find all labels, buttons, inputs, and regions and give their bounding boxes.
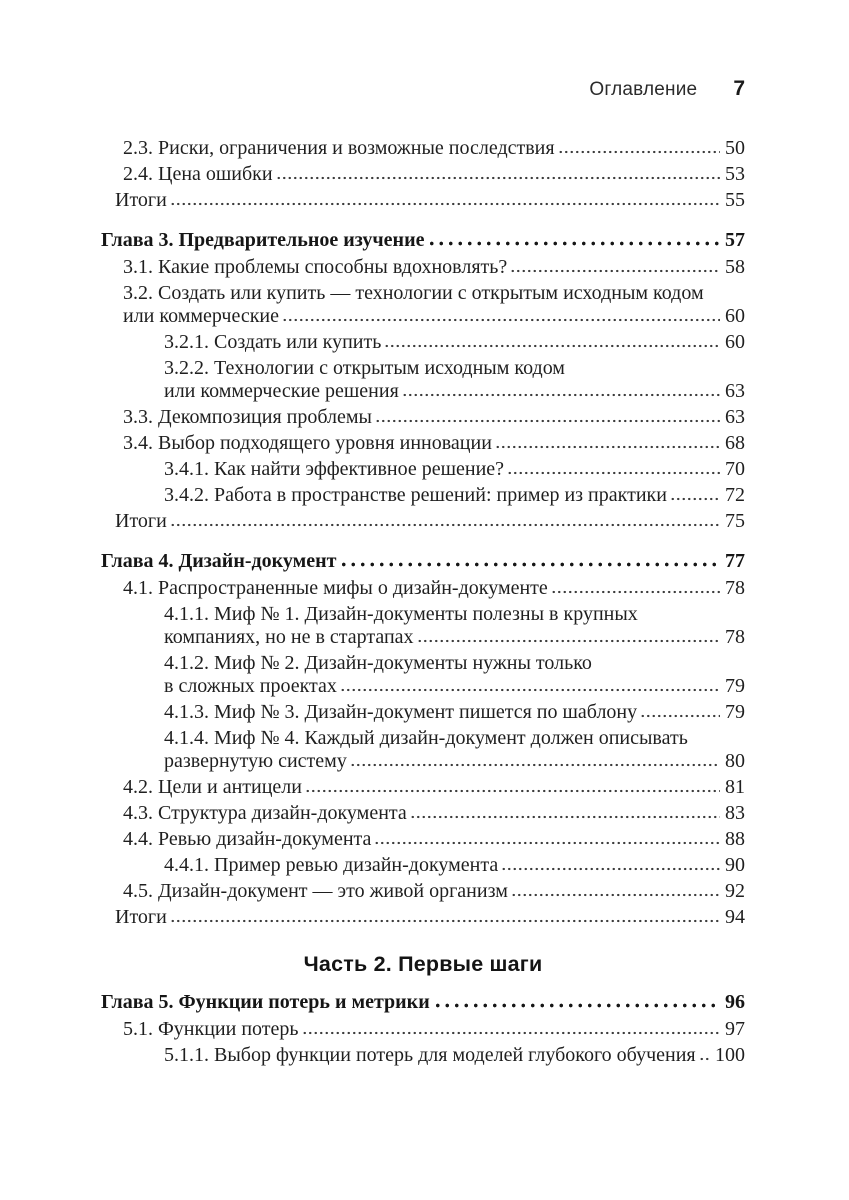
entry-text: 3.3. Декомпозиция проблемы [123,406,372,428]
entry-page-number: 79 [725,701,745,723]
entry-page-number: 90 [725,854,745,876]
dot-leader-icon [551,590,720,594]
toc-entry-line [164,701,745,724]
entry-text: 3.2.1. Создать или купить [164,331,382,353]
toc-entry [101,189,745,212]
toc-entry [101,880,745,903]
running-head [0,0,849,101]
toc-entry-line [123,163,745,186]
entry-text: 3.1. Какие проблемы способны вдохновлять? [123,256,508,278]
dot-leader-icon [374,841,720,845]
toc-entry [101,229,745,252]
entry-text: или коммерческие [123,305,280,327]
dot-leader-icon [699,1057,710,1061]
toc-entry [101,406,745,429]
toc-list [101,137,745,1067]
entry-text: Глава 3. Предварительное изучение [101,229,425,251]
dot-leader-icon [511,893,720,897]
entry-text: 4.3. Структура дизайн-документа [123,802,407,824]
dot-leader-icon [339,562,720,567]
dot-leader-icon [410,815,720,819]
entry-page-number: 83 [725,802,745,824]
entry-text: 4.5. Дизайн-документ — это живой организм [123,880,508,902]
running-head-title: Оглавление [589,79,698,100]
toc-entry [101,282,745,328]
entry-text: 4.2. Цели и антицели [123,776,302,798]
entry-page-number: 80 [725,750,745,772]
toc-entry-line [164,357,745,380]
entry-page-number: 94 [725,906,745,928]
toc-entry [101,256,745,279]
entry-page-number: 78 [725,626,745,648]
dot-leader-icon [375,419,720,423]
entry-text: 4.4.1. Пример ревью дизайн-документа [164,854,499,876]
entry-text: 4.1.4. Миф № 4. Каждый дизайн-документ должен описывать [164,727,688,749]
dot-leader-icon [417,639,720,643]
dot-leader-icon [170,523,720,527]
entry-text: 4.1.3. Миф № 3. Дизайн-документ пишется по шаблону [164,701,638,723]
part-heading: Часть 2. Первые шаги [303,952,543,976]
entry-page-number: 96 [725,991,745,1013]
entry-page-number: 63 [725,406,745,428]
entry-text: 3.2. Создать или купить — технологии с открытым исходным кодом [123,282,704,304]
toc-entry [101,906,745,929]
entry-text: компаниях, но не в стартапах [164,626,414,648]
toc-entry [101,432,745,455]
toc-entry [101,510,745,533]
toc-entry-line [123,776,745,799]
toc-entry [101,550,745,573]
entry-page-number: 55 [725,189,745,211]
toc-entry [101,854,745,877]
entry-text: Итоги [115,510,167,532]
entry-text: развернутую систему [164,750,347,772]
dot-leader-icon [640,714,720,718]
entry-text: 3.4. Выбор подходящего уровня инновации [123,432,492,454]
toc-entry [101,1044,745,1067]
entry-text: Итоги [115,906,167,928]
dot-leader-icon [305,789,720,793]
toc-entry-line [115,510,745,533]
toc-entry [101,603,745,649]
entry-text: 4.1. Распространенные мифы о дизайн-документе [123,577,548,599]
toc-entry [101,577,745,600]
entry-page-number: 70 [725,458,745,480]
toc-entry [101,828,745,851]
toc-entry [101,163,745,186]
dot-leader-icon [402,393,720,397]
entry-text: в сложных проектах [164,675,337,697]
entry-page-number: 60 [725,305,745,327]
entry-page-number: 100 [715,1044,745,1066]
entry-page-number: 60 [725,331,745,353]
toc-entry-line [164,1044,745,1067]
toc-entry-line [164,750,745,773]
entry-page-number: 58 [725,256,745,278]
toc-entry-line [164,458,745,481]
running-head-page-number: 7 [733,77,745,100]
toc-entry-line [164,652,745,675]
entry-page-number: 77 [725,550,745,572]
dot-leader-icon [276,176,720,180]
entry-text: 2.3. Риски, ограничения и возможные последствия [123,137,555,159]
toc-entry-line [115,906,745,929]
dot-leader-icon [282,318,720,322]
toc-entry-line [115,189,745,212]
entry-page-number: 75 [725,510,745,532]
toc-entry-line [123,1018,745,1041]
entry-text: 5.1. Функции потерь [123,1018,299,1040]
entry-text: 3.2.2. Технологии с открытым исходным кодом [164,357,565,379]
entry-page-number: 79 [725,675,745,697]
toc-entry-line [123,880,745,903]
dot-leader-icon [170,202,720,206]
toc-entry-line [164,331,745,354]
dot-leader-icon [507,471,720,475]
entry-text: Глава 4. Дизайн-документ [101,550,337,572]
entry-text: 5.1.1. Выбор функции потерь для моделей глубокого обучения [164,1044,696,1066]
entry-text: 3.4.2. Работа в пространстве решений: пример из практики [164,484,667,506]
toc-entry-line [123,282,745,305]
entry-page-number: 92 [725,880,745,902]
toc-entry [101,802,745,825]
toc-entry-line [164,727,745,750]
toc-entry-line [101,229,745,252]
dot-leader-icon [510,269,720,273]
toc-entry [101,484,745,507]
entry-page-number: 68 [725,432,745,454]
toc-entry-line [101,550,745,573]
entry-text: или коммерческие решения [164,380,399,402]
dot-leader-icon [501,867,720,871]
entry-text: 4.4. Ревью дизайн-документа [123,828,372,850]
dot-leader-icon [302,1031,720,1035]
entry-page-number: 78 [725,577,745,599]
toc-entry [101,137,745,160]
toc-entry-line [164,854,745,877]
entry-text: Глава 5. Функции потерь и метрики [101,991,430,1013]
dot-leader-icon [340,688,720,692]
toc-entry-line [123,802,745,825]
entry-page-number: 50 [725,137,745,159]
toc-entry-line [123,305,745,328]
entry-page-number: 97 [725,1018,745,1040]
entry-page-number: 88 [725,828,745,850]
dot-leader-icon [433,1003,720,1008]
toc-entry-line [164,675,745,698]
toc-entry [101,727,745,773]
entry-text: Итоги [115,189,167,211]
entry-text: 3.4.1. Как найти эффективное решение? [164,458,505,480]
dot-leader-icon [350,763,720,767]
dot-leader-icon [495,445,720,449]
toc-entry [101,458,745,481]
dot-leader-icon [427,241,720,246]
toc-entry-line [123,137,745,160]
entry-page-number: 53 [725,163,745,185]
entry-page-number: 63 [725,380,745,402]
toc-entry-line [123,828,745,851]
dot-leader-icon [670,497,720,501]
toc-entry-line [164,380,745,403]
dot-leader-icon [170,919,720,923]
toc-entry-line [164,626,745,649]
toc-entry [101,1018,745,1041]
entry-text: 4.1.1. Миф № 1. Дизайн-документы полезны в крупных [164,603,638,625]
entry-page-number: 57 [725,229,745,251]
toc-entry-line [123,256,745,279]
dot-leader-icon [384,344,720,348]
entry-page-number: 81 [725,776,745,798]
toc-entry-line [123,406,745,429]
toc-entry-line [123,432,745,455]
toc-entry-line [164,484,745,507]
toc-entry-line [101,991,745,1014]
entry-page-number: 72 [725,484,745,506]
toc-entry [101,652,745,698]
toc-entry-line [164,603,745,626]
entry-text: 4.1.2. Миф № 2. Дизайн-документы нужны только [164,652,592,674]
toc-entry [101,701,745,724]
entry-text: 2.4. Цена ошибки [123,163,273,185]
dot-leader-icon [558,150,720,154]
toc-entry [101,776,745,799]
toc-entry-line [123,577,745,600]
toc-entry [101,991,745,1014]
toc-entry [101,357,745,403]
toc-entry [101,331,745,354]
